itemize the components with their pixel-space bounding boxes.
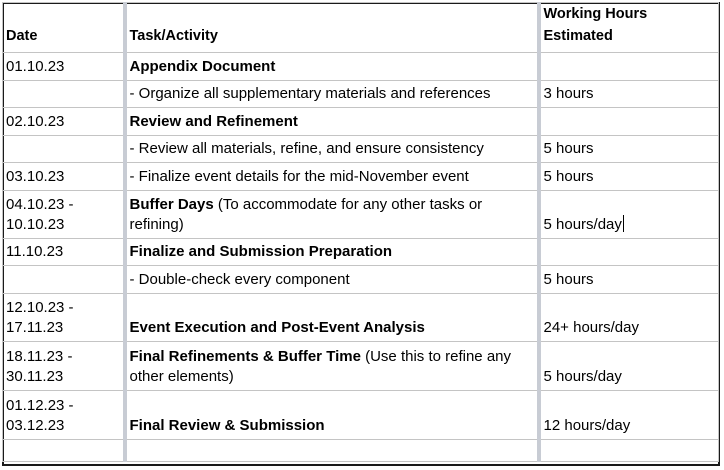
date-cell[interactable] [3, 136, 125, 163]
hours-value: 3 hours [543, 85, 594, 102]
task-cell[interactable] [125, 108, 539, 136]
task-title: Review and Refinement [129, 113, 298, 130]
table-row [3, 136, 719, 163]
hours-value: 5 hours [543, 271, 594, 288]
date-cell[interactable]: 02.10.23 [3, 108, 125, 136]
hours-cell[interactable] [539, 53, 719, 81]
hours-header[interactable] [539, 3, 719, 53]
hours-cell[interactable] [539, 191, 719, 239]
task-title: Event Execution and Post-Event Analysis [129, 319, 425, 336]
hours-cell[interactable] [539, 342, 719, 391]
table-row [3, 266, 719, 294]
text-cursor [623, 215, 624, 232]
task-cell[interactable] [125, 440, 539, 462]
task-cell[interactable] [125, 239, 539, 266]
date-cell[interactable]: 01.12.23 - 03.12.23 [3, 391, 125, 440]
hours-cell[interactable] [539, 136, 719, 163]
table-row [3, 239, 719, 266]
table-row [3, 191, 719, 239]
task-cell[interactable] [125, 342, 539, 391]
date-cell[interactable]: 12.10.23 - 17.11.23 [3, 294, 125, 342]
task-description: - Organize all supplementary materials and references [129, 85, 491, 102]
date-header[interactable]: Date [3, 3, 125, 53]
table-row [3, 294, 719, 342]
hours-value: 5 hours [543, 140, 594, 157]
date-cell[interactable]: 03.10.23 [3, 163, 125, 191]
hours-cell[interactable] [539, 108, 719, 136]
task-header[interactable]: Task/Activity [125, 3, 539, 53]
task-description: - Double-check every component [129, 271, 350, 288]
date-cell[interactable]: 11.10.23 [3, 239, 125, 266]
hours-cell[interactable] [539, 440, 719, 462]
task-cell[interactable] [125, 391, 539, 440]
date-cell[interactable]: 18.11.23 - 30.11.23 [3, 342, 125, 391]
schedule-table [2, 2, 719, 462]
task-cell[interactable] [125, 53, 539, 81]
table-row [3, 391, 719, 440]
table-row [3, 81, 719, 108]
hours-value: 12 hours/day [543, 417, 631, 434]
task-title: Final Refinements & Buffer Time [129, 348, 361, 365]
hours-cell[interactable] [539, 391, 719, 440]
table-row [3, 108, 719, 136]
hours-cell[interactable] [539, 239, 719, 266]
hours-cell[interactable] [539, 294, 719, 342]
hours-header-line2: Estimated [543, 28, 613, 44]
date-cell[interactable] [3, 81, 125, 108]
hours-header-line1: Working Hours [543, 6, 648, 22]
hours-value: 24+ hours/day [543, 319, 639, 336]
date-cell[interactable]: 01.10.23 [3, 53, 125, 81]
hours-value: 5 hours/day [543, 368, 622, 385]
task-cell[interactable] [125, 81, 539, 108]
task-cell[interactable] [125, 191, 539, 239]
task-cell[interactable] [125, 294, 539, 342]
date-cell[interactable] [3, 266, 125, 294]
task-cell[interactable] [125, 163, 539, 191]
hours-cell[interactable] [539, 266, 719, 294]
hours-value: 5 hours [543, 168, 594, 185]
task-title: Appendix Document [129, 58, 276, 75]
hours-value: 5 hours/day [543, 216, 622, 233]
task-title: Final Review & Submission [129, 417, 325, 434]
table-row [3, 163, 719, 191]
table-row [3, 342, 719, 391]
table-row [3, 440, 719, 462]
task-title: Buffer Days [129, 196, 214, 213]
date-cell[interactable]: 04.10.23 - 10.10.23 [3, 191, 125, 239]
task-description: (Use this to refine any other elements) [129, 348, 512, 385]
task-title: Finalize and Submission Preparation [129, 243, 393, 260]
task-cell[interactable] [125, 266, 539, 294]
task-description: - Finalize event details for the mid-November event [129, 168, 469, 185]
hours-cell[interactable] [539, 163, 719, 191]
task-cell[interactable] [125, 136, 539, 163]
table-row [3, 53, 719, 81]
date-cell[interactable] [3, 440, 125, 462]
header-row [3, 3, 719, 53]
hours-cell[interactable] [539, 81, 719, 108]
task-description: - Review all materials, refine, and ensure consistency [129, 140, 484, 157]
task-description: (To accommodate for any other tasks or refining) [129, 196, 483, 233]
